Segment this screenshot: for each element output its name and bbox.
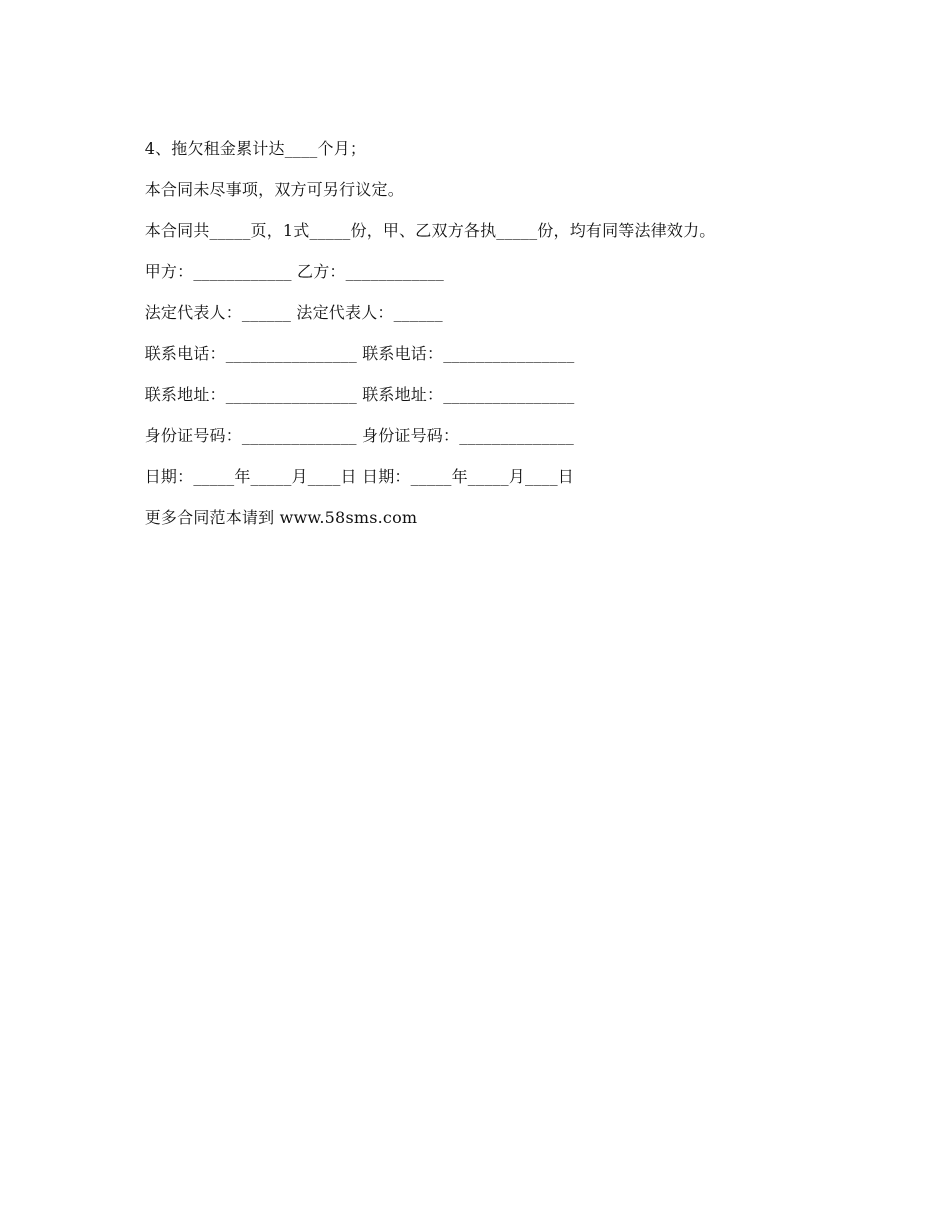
date-text: 日期：_____年_____月____日 日期：_____年_____月____日 <box>144 467 575 486</box>
copies-clause-text: 本合同共_____页，1式_____份，甲、乙双方各执_____份，均有同等法律效力。 <box>144 221 716 240</box>
phone-text: 联系电话：________________ 联系电话：________________ <box>144 344 575 363</box>
document-body <box>113 113 853 527</box>
legal-rep-text: 法定代表人：______ 法定代表人：______ <box>144 303 443 322</box>
more-templates-text: 更多合同范本请到 www.58sms.com <box>144 508 418 527</box>
address-text: 联系地址：________________ 联系地址：________________ <box>144 385 575 404</box>
arrears-clause-text: 4、拖欠租金累计达____个月； <box>144 139 367 158</box>
arrears-clause-line <box>113 113 853 158</box>
id-number-text: 身份证号码：______________ 身份证号码：______________ <box>144 426 575 445</box>
parties-text: 甲方：____________ 乙方：____________ <box>144 262 445 281</box>
other-matters-text: 本合同未尽事项，双方可另行议定。 <box>144 180 404 199</box>
